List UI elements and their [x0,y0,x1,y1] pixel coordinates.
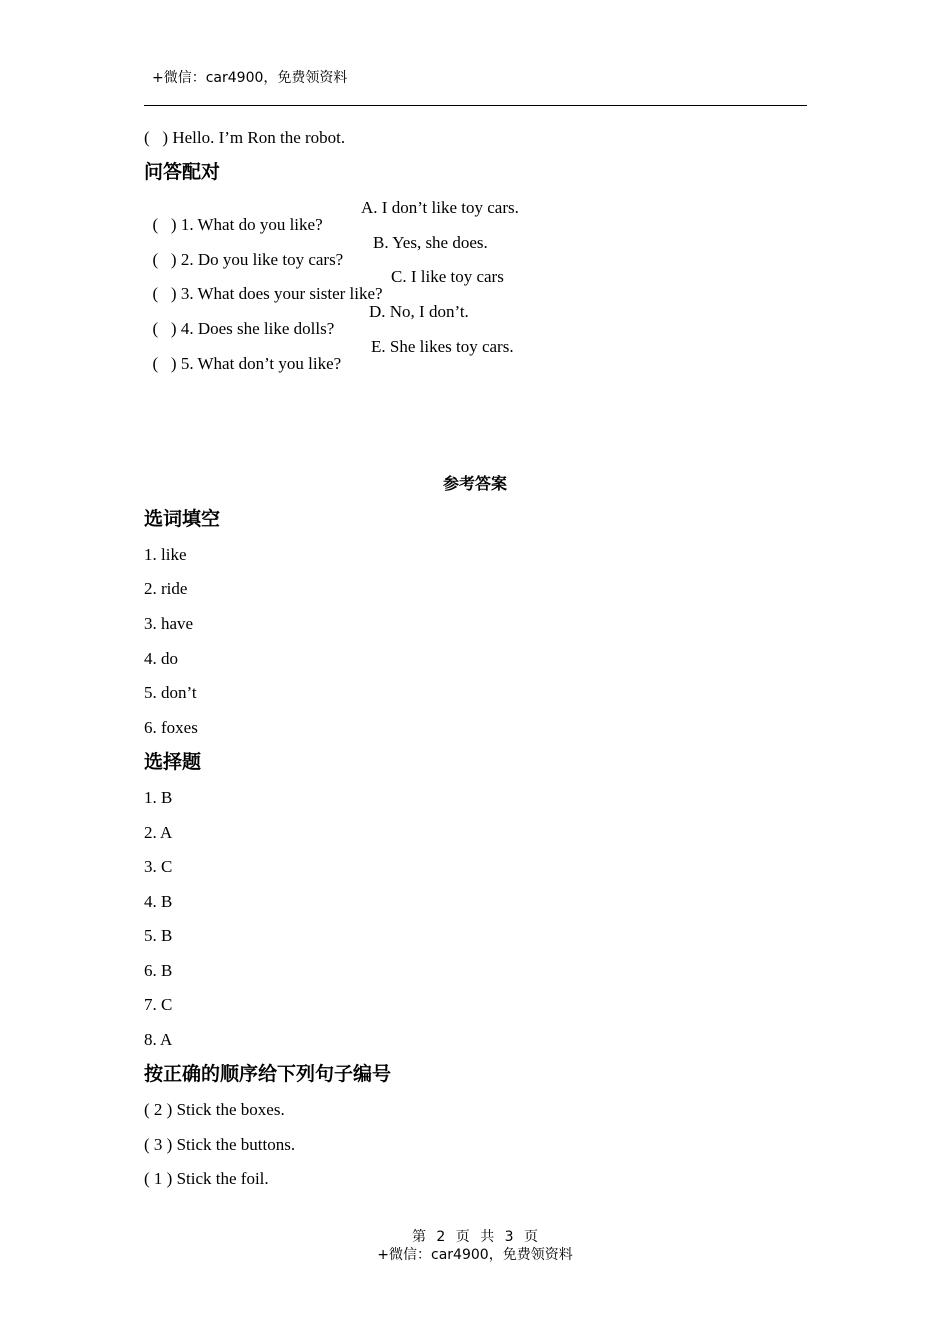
fill-blank-answer: 1. like [144,545,187,564]
choice-answer: 1. B [144,788,173,807]
matching-answer: A. I don’t like toy cars. [361,198,519,217]
page-word: 页 [455,1229,470,1245]
fill-blank-answer: 3. have [144,614,194,633]
matching-question: ( ) 2. Do you like toy cars? [152,250,344,269]
page-number [0,1230,950,1244]
fill-blank-answer: 5. don’t [144,683,197,702]
ordering-title: 按正确的顺序给下列句子编号 [144,1063,392,1085]
matching-question: ( ) 5. What don’t you like? [152,354,342,373]
page-current: 2 [436,1229,446,1245]
choice-answer: 4. B [144,892,173,911]
page-total-word: 共 [480,1229,495,1245]
choice-answer: 7. C [144,995,173,1014]
choice-answer: 6. B [144,961,173,980]
choice-answer: 3. C [144,857,173,876]
intro-item: ( ) Hello. I’m Ron the robot. [144,128,346,147]
choice-answer: 5. B [144,926,173,945]
fill-blank-answer: 6. foxes [144,718,198,737]
matching-answer: C. I like toy cars [391,267,504,286]
matching-answer: D. No, I don’t. [369,302,469,321]
matching-title: 问答配对 [144,161,221,183]
ordering-answer: ( 1 ) Stick the foil. [144,1169,269,1188]
page-prefix: 第 [411,1229,426,1245]
answers-title: 参考答案 [442,474,507,493]
footer-note: +微信：car4900，免费领资料 [377,1247,573,1263]
ordering-answer: ( 2 ) Stick the boxes. [144,1100,285,1119]
choice-title: 选择题 [144,751,202,773]
matching-row-5 [144,338,744,389]
page-suffix: 页 [524,1229,539,1245]
matching-question: ( ) 1. What do you like? [152,215,323,234]
fill-blank-answer: 4. do [144,649,178,668]
matching-answer: E. She likes toy cars. [371,337,514,356]
fill-blank-answer: 2. ride [144,579,188,598]
matching-question: ( ) 3. What does your sister like? [152,284,383,303]
choice-answer: 8. A [144,1030,173,1049]
matching-answer: B. Yes, she does. [373,233,488,252]
ordering-answer: ( 3 ) Stick the buttons. [144,1135,296,1154]
header-note: +微信：car4900，免费领资料 [152,70,348,86]
matching-question: ( ) 4. Does she like dolls? [152,319,335,338]
choice-answer: 2. A [144,823,173,842]
page-total: 3 [504,1229,514,1245]
header-divider [144,105,807,106]
fill-blank-title: 选词填空 [144,508,221,530]
